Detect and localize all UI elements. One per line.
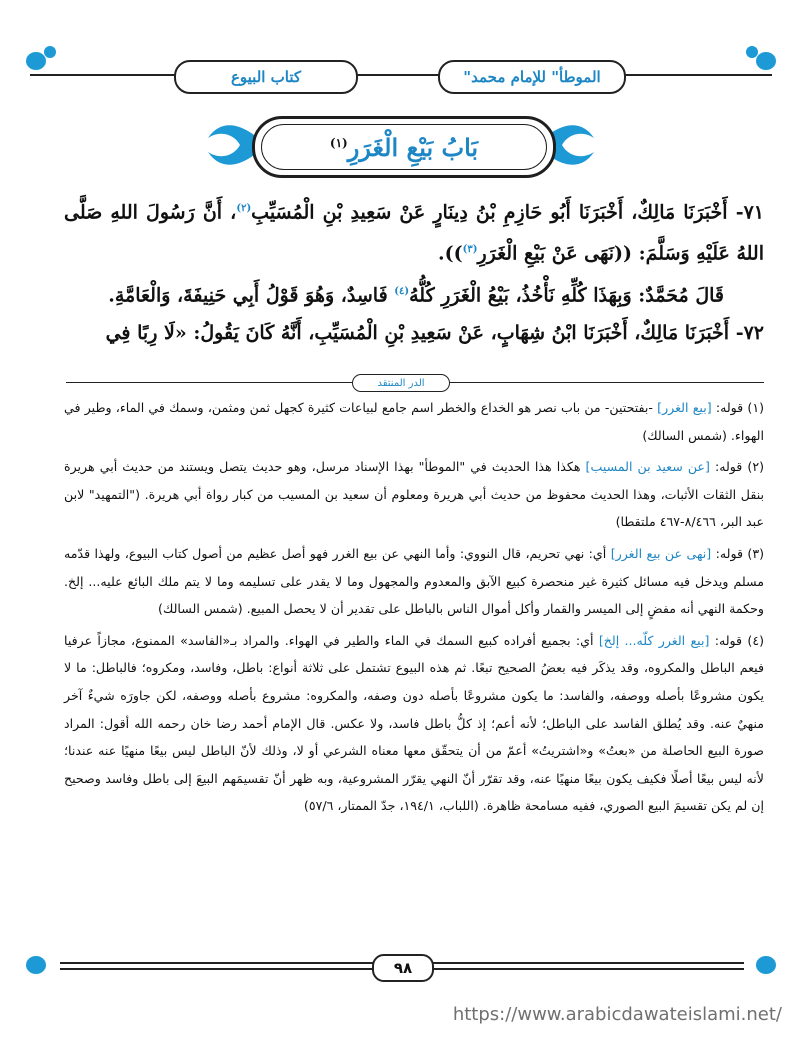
header-ornament-left — [26, 52, 46, 70]
page-number: ٩٨ — [372, 954, 434, 982]
footer-ornament-right — [756, 956, 776, 974]
hadith-71-line2-end: )). — [438, 242, 463, 265]
footer-ornament-left — [26, 956, 46, 974]
hadith-71 — [64, 190, 764, 273]
footnote-head: [بيع الغرر] — [657, 400, 712, 415]
header-line — [30, 74, 772, 76]
comment-line: قَالَ مُحَمَّدٌ: وَبِهَذَا كُلِّهِ نَأْخُذُ، بَيْعُ الْغَرَرِ كُلُّهُ — [409, 283, 724, 306]
chapter-title-text: بَابُ بَيْعِ الْغَرَرِ — [347, 132, 479, 162]
section-title-pill — [174, 60, 358, 94]
chapter-title-note-ref: (١) — [329, 135, 348, 150]
notes-label: الدر المنتقد — [352, 374, 450, 392]
footnote-number: (٢) قوله: — [714, 459, 765, 475]
website-url: https://www.arabicdawateislami.net/ — [452, 1004, 782, 1025]
hadith-72-line: ٧٢- أَخْبَرَنَا مَالِكٌ، أَخْبَرَنَا ابْنُ شِهَابٍ، عَنْ سَعِيدِ بْنِ الْمُسَيِّبِ، أَنَّهُ كَانَ يَقُولُ: «لَا رِبًا فِي — [105, 321, 764, 344]
main-text-block — [64, 190, 764, 352]
footnote-head: [بيع الغرر كلّه... إلخ] — [598, 632, 710, 648]
footnote-number: (٣) قوله: — [715, 545, 765, 561]
footnote-head: [عن سعيد بن المسيب] — [585, 459, 710, 475]
hadith-71-line1: ٧١- أَخْبَرَنَا مَالِكٌ، أَخْبَرَنَا أَبُو حَازِمِ بْنُ دِينَارٍ عَنْ سَعِيدِ بْنِ الْمُسَيِّبِ — [251, 201, 764, 224]
header-ornament-left-2 — [44, 46, 56, 58]
comment-line-end: فَاسِدٌ، وَهُوَ قَوْلُ أَبِي حَنِيفَةَ، وَالْعَامَّةِ. — [108, 283, 395, 306]
hadith-71-ref: (٢) — [236, 203, 252, 214]
comment-ref: (٤) — [394, 285, 410, 297]
hadith-72 — [64, 314, 764, 352]
hadith-71-line1-end: ، أَنَّ رَسُولَ اللهِ صَلَّى — [64, 201, 237, 224]
footnote-text: -بفتحتين- من باب نصر هو الخداع والخطر اسم جامع لبياعات كثيرة كجهل ثمن ومثمن، وسمك في الماء، وطير في الهواء. (شمس السالك) — [64, 400, 764, 443]
footnote-number: (١) قوله: — [715, 400, 764, 415]
footnote-3 — [64, 540, 764, 623]
hadith-71-ref2: (٣) — [462, 244, 478, 256]
muhammad-comment — [64, 273, 764, 314]
hadith-71-line2: اللهُ عَلَيْهِ وَسَلَّمَ: ((نَهَى عَنْ بَيْعِ الْغَرَرِ — [477, 242, 764, 265]
footnote-4 — [64, 627, 764, 820]
footnote-text: أي: نهي تحريم، قال النووي: وأما النهي عن بيع الغرر فهو أصل عظيم من أصول كتاب البيوع، ولهذا قدّمه مسلم ويدخل فيه مسائل كثيرة غير منحصرة كبيع الآبق والمعدوم والمجهول وما لا يقدر على تسليمه وما لا يتم ملك البائع عليه... إلخ. وحكمة النهي أنه مفضٍ إلى الميسر والقمار وأكل أموال الناس بالباطل على تقدير أن لا يحصل المبيع. (شمس السالك) — [64, 545, 764, 617]
footnote-text: هكذا هذا الحديث في "الموطأ" بهذا الإسناد مرسل، وهو حديث يتصل ويستند من حديث أبي هريرة بنقل الثقات الأثبات، وهذا الحديث محفوظ من حديث أبي هريرة ومعلوم أن سعيد بن المسيب من كبار رواة أبي هريرة. ("التمهيد" لابن عبد البر، ٨/٤٦٦-٤٦٧ ملتقطا) — [64, 459, 764, 530]
footnotes — [64, 394, 764, 824]
header-ornament-right — [756, 52, 776, 70]
footnote-2 — [64, 453, 764, 536]
book-title-pill — [438, 60, 626, 94]
header-ornament-right-2 — [746, 46, 758, 58]
footnote-head: [نهى عن بيع الغرر] — [610, 545, 712, 561]
footnote-number: (٤) قوله: — [714, 632, 764, 648]
chapter-title-frame — [252, 116, 556, 178]
section-title: كتاب البيوع — [230, 68, 302, 86]
footnote-text: أي: بجميع أفراده كبيع السمك في الماء والطير في الهواء. والمراد بـ«الفاسد» الممنوع، مجازاً عرفيا فيعم الباطل والمكروه، وقد يذكَر فيه بعضُ الصحيح تبعًا. ثم هذه البيوع تشتمل على ثلاثة أنواع: باطل، وفاسد، ومكروه؛ فالباطل: ما لا يكون مشروعًا بأصله ووصفه، والفاسد: ما يكون مشروعًا بأصله دون وصفه، والمكروه: مشروع بأصله ووصفه، لكن جاورَه شيءٌ آخر منهيٌ عنه. وقد يُطلق الفاسد على الباطل؛ لأنه أعم؛ إذ كلُّ باطل فاسد، ولا عكس. قال الإمام أحمد رضا خان رحمه الله أقول: المراد صورة البيع الحاصلة من «بعتُ» و«اشتريتُ» أعمّ من أن يتحقّق معها معناه الشرعي أو لا، وذلك لأنّ الباطل ليس بيعًا منهيًا عنه عندنا؛ لأنه ليس بيعًا أصلًا فكيف يكون بيعًا منهيًا عنه، وقد تقرّر أنّ النهي يقرّر المشروعية، وبه ظهر أنّ تقسيمَهم البيعَ إلى باطل وفاسد وصحيح إن لم يكن تقسيمَ البيع الصوري، ففيه مسامحة ظاهرة. (اللباب، ١٩٤/١، جدّ الممتار، ٥٧/٦) — [64, 632, 764, 814]
chapter-title — [330, 133, 478, 162]
footnote-1 — [64, 394, 764, 449]
book-title: "الموطأ" للإمام محمد — [463, 68, 601, 86]
